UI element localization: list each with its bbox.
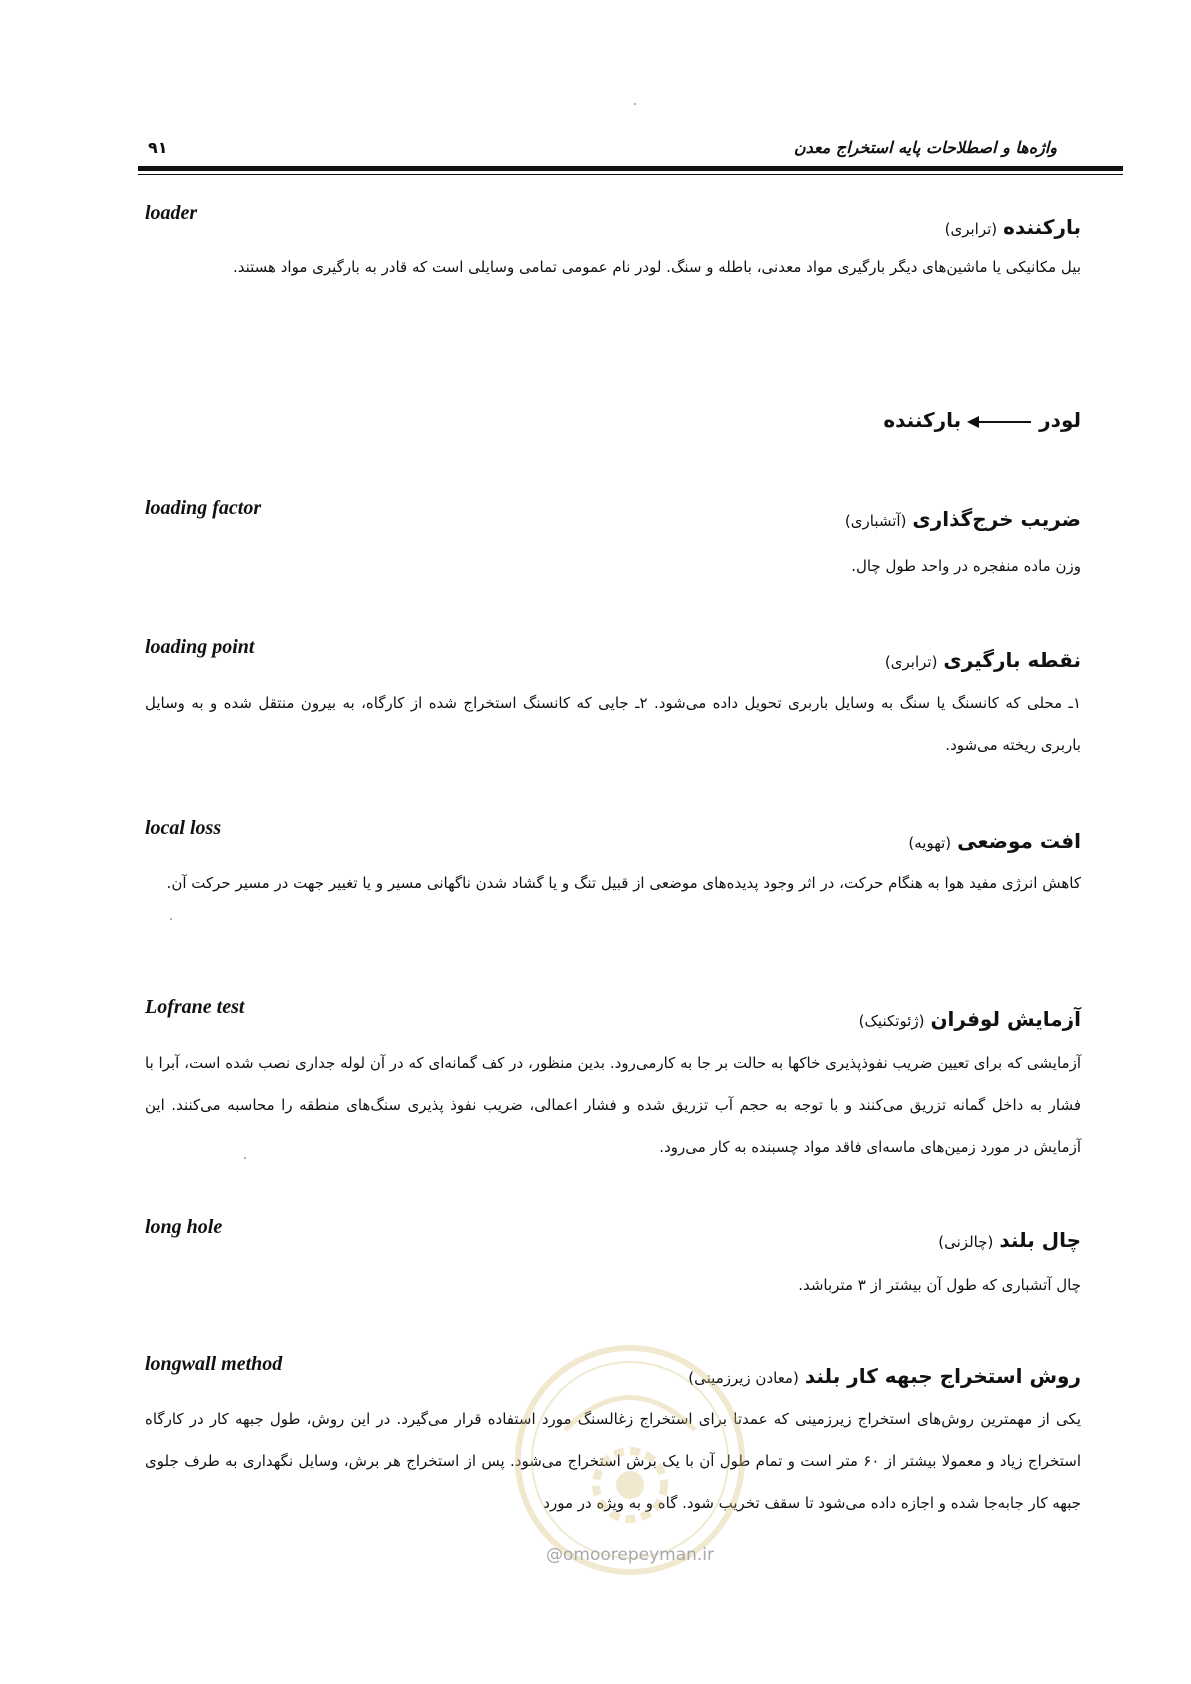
entry-field: (ترابری)	[884, 653, 938, 671]
entry-definition: یکی از مهمترین روش‌های استخراج زیرزمینی که عمدتا برای استخراج زغالسنگ مورد استفاده قرار می‌گیرد. در این روش، طول جبهه کار در کارگاه استخراج زیاد و معمولا بیشتر از ۶۰ متر است و تمام طول آن با یک برش استخراج می‌شود. پس از استخراج هر برش، وسایل نگهداری به طرف جلوی جبهه کار جابه‌جا شده و اجازه داده می‌شود تا سقف تخریب شود. گاه و به ویژه در مورد	[145, 1410, 1081, 1512]
scan-speck	[244, 1157, 246, 1159]
entry-definition: وزن ماده منفجره در واحد طول چال.	[851, 557, 1081, 575]
entry-persian-term: افت موضعی	[957, 829, 1081, 853]
entry-english-term: longwall method	[145, 1353, 283, 1375]
entry-definition: ۱ـ محلی که کانسنگ یا سنگ به وسایل باربری تحویل داده می‌شود. ۲ـ جایی که کانسنگ استخراج شده از کارگاه، به بیرون منتقل شده و به وسایل باربری ریخته می‌شود.	[145, 694, 1082, 754]
entry-persian-term: نقطه بارگیری	[943, 648, 1081, 672]
entry-field: (ترابری)	[944, 220, 998, 238]
running-header-title: واژه‌ها و اصطلاحات پایه استخراج معدن	[793, 138, 1057, 157]
entry-field: (معادن زیرزمینی)	[688, 1369, 799, 1387]
header-rule-thick	[138, 166, 1123, 171]
entry-english-term: long hole	[145, 1216, 223, 1238]
entry-english-term: loading factor	[145, 497, 262, 519]
entry-definition: بیل مکانیکی یا ماشین‌های دیگر بارگیری مواد معدنی، باطله و سنگ. لودر نام عمومی تمامی وسایلی است که قادر به بارگیری مواد هستند.	[232, 258, 1081, 276]
left-arrow-icon	[969, 421, 1031, 423]
entry-english-term: local loss	[145, 817, 222, 839]
entry-persian-heading	[938, 1228, 1081, 1252]
entry-english-term: Lofrane test	[145, 996, 245, 1018]
entry-definition: آزمایشی که برای تعیین ضریب نفوذپذیری خاکها به حالت بر جا به کارمی‌رود. بدین منظور، در کف گمانه‌ای که در آن لوله جداری نصب شده است، آبرا با فشار به داخل گمانه تزریق می‌کنند و با توجه به حجم آب تزریق شده و فشار اعمالی، ضریب نفوذ پذیری سنگ‌های منطقه را محاسبه می‌کنند. این آزمایش در مورد زمین‌های ماسه‌ای فاقد مواد چسبنده به کار می‌رود.	[145, 1054, 1081, 1156]
entry-persian-term: روش استخراج جبهه کار بلند	[804, 1364, 1081, 1388]
entry-english-term: loading point	[145, 636, 255, 658]
entry-field: (چالزنی)	[938, 1233, 994, 1251]
entry-persian-term: بارکننده	[1003, 215, 1081, 239]
cross-reference-term: لودر	[1039, 408, 1081, 432]
entry-field: (ژئوتکنیک)	[858, 1012, 925, 1030]
entry-field: (آتشباری)	[844, 512, 907, 530]
entry-definition: چال آتشباری که طول آن بیشتر از ۳ مترباشد.	[798, 1276, 1081, 1294]
entry-persian-heading	[885, 648, 1081, 672]
cross-reference	[883, 408, 1081, 432]
entry-persian-heading	[945, 215, 1081, 239]
entry-persian-heading	[859, 1007, 1081, 1031]
watermark-url: @omoorepeyman.ir	[545, 1545, 715, 1565]
entry-persian-heading	[908, 829, 1081, 853]
page-number: ۹۱	[148, 138, 168, 157]
entry-persian-term: ضریب خرج‌گذاری	[912, 507, 1081, 531]
entry-definition: کاهش انرژی مفید هوا به هنگام حرکت، در اثر وجود پدیده‌های موضعی از قبیل تنگ و یا گشاد شدن ناگهانی مسیر و یا تغییر جهت در مسیر حرکت آن.	[166, 874, 1081, 892]
entry-field: (تهویه)	[908, 834, 952, 852]
entry-persian-term: چال بلند	[999, 1228, 1081, 1252]
scan-speck	[634, 103, 636, 105]
entry-english-term: loader	[145, 202, 198, 224]
header-rule-thin	[138, 174, 1123, 175]
cross-reference-target: بارکننده	[883, 408, 962, 432]
scan-speck	[170, 918, 172, 920]
entry-persian-term: آزمایش لوفران	[930, 1007, 1081, 1031]
entry-persian-heading	[845, 507, 1081, 531]
